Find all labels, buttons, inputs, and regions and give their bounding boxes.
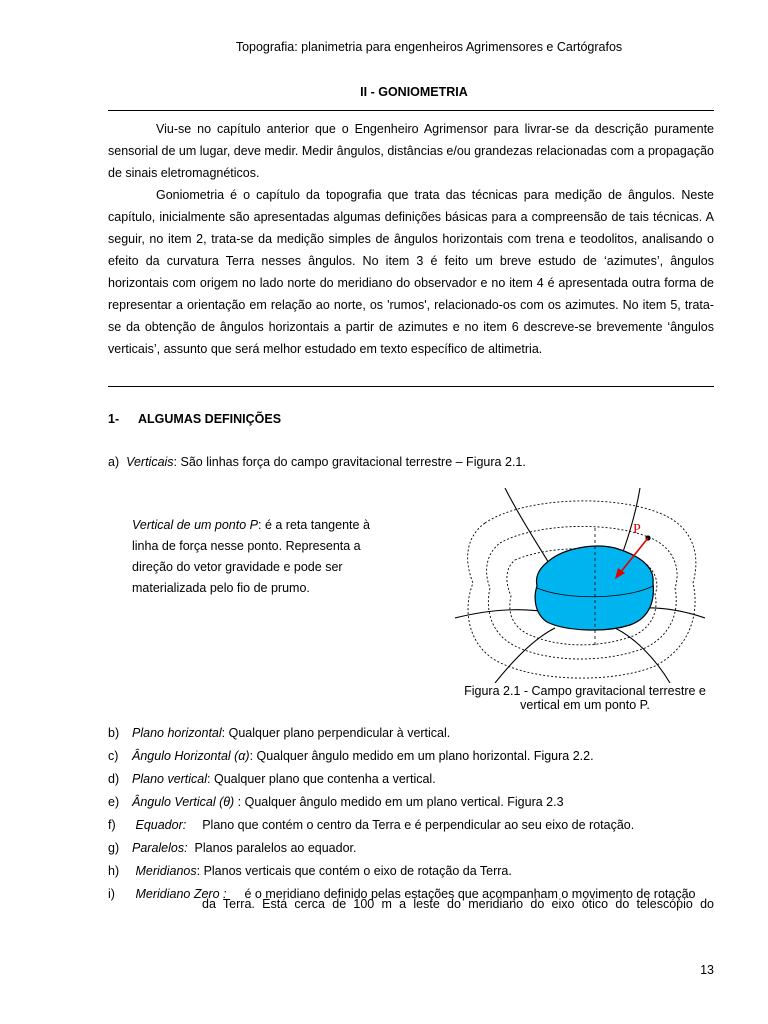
list-item: g) Paralelos: Planos paralelos ao equador. (108, 841, 357, 855)
figure-caption (450, 684, 720, 712)
caption-line-1: Figura 2.1 - Campo gravitacional terrestre e (464, 684, 706, 698)
intro-block (108, 118, 714, 360)
list-item: d) Plano vertical: Qualquer plano que contenha a vertical. (108, 772, 436, 786)
list-item: b) Plano horizontal: Qualquer plano perpendicular à vertical. (108, 726, 451, 740)
vertical-point-definition (132, 515, 382, 599)
item-label: a) (108, 455, 120, 469)
gravitational-field-figure (455, 488, 705, 683)
page-number: 13 (700, 963, 714, 977)
list-item: c) Ângulo Horizontal (α): Qualquer ângulo medido em um plano horizontal. Figura 2.2. (108, 749, 594, 763)
bottom-divider (108, 386, 714, 387)
definition-text: : é a reta tangente à linha de força nesse ponto. Representa a direção do vetor gravidade e pode ser materializada pelo fio de prumo. (132, 518, 370, 595)
definition-term: Vertical de um ponto P (132, 518, 258, 532)
definitions-list (108, 722, 714, 906)
intro-paragraph-2: Goniometria é o capítulo da topografia que trata das técnicas para medição de ângulos. Neste capítulo, inicialmente são apresentadas algumas definições básicas para a compreensão de tais técnicas. A seguir, no item 2, trata-se da medição simples de ângulos horizontais com trena e teodolitos, analisando o efeito da curvatura Terra nesses ângulos. No item 3 é feito um breve estudo de ‘azimutes’, ângulos horizontais com origem no lado norte do meridiano do observador e no item 4 é apresentada outra forma de representar a orientação em relação ao norte, os 'rumos', relacionado-os com os azimutes. No item 5, trata-se da obtenção de ângulos horizontais a partir de azimutes e no item 6 descreve-se brevemente ‘ângulos verticais’, assunto que será melhor estudado em texto específico de altimetria. (108, 188, 714, 356)
intro-paragraph-1: Viu-se no capítulo anterior que o Engenheiro Agrimensor para livrar-se da descrição puramente sensorial de um lugar, deve medir. Medir ângulos, distâncias e/ou grandezas relacionadas com a propagação de sinais eletromagnéticos. (108, 122, 714, 180)
running-header: Topografia: planimetria para engenheiros Agrimensores e Cartógrafos (235, 40, 623, 54)
list-item: e) Ângulo Vertical (θ) : Qualquer ângulo medido em um plano vertical. Figura 2.3 (108, 795, 564, 809)
item-term: Verticais (126, 455, 174, 469)
top-divider (108, 110, 714, 111)
section-title: ALGUMAS DEFINIÇÕES (138, 412, 282, 426)
caption-line-2: vertical em um ponto P. (520, 698, 650, 712)
chapter-title: II - GONIOMETRIA (360, 85, 468, 99)
section-number: 1- (108, 412, 120, 426)
section-heading (108, 412, 281, 426)
item-text: : São linhas força do campo gravitacional terrestre – Figura 2.1. (173, 455, 526, 469)
earth-body (535, 546, 653, 630)
point-p-label: P (633, 522, 641, 537)
list-item: h) Meridianos: Planos verticais que contém o eixo de rotação da Terra. (108, 864, 512, 878)
item-i-continuation: da Terra. Está cerca de 100 m a leste do meridiano do eixo ótico do telescópio do (202, 897, 714, 911)
list-item: i) Meridiano Zero : é o meridiano definido pelas estações que acompanham o movimento de rotação (108, 887, 696, 901)
list-item: f) Equador: Plano que contém o centro da Terra e é perpendicular ao seu eixo de rotação. (108, 818, 635, 832)
item-a (108, 455, 526, 469)
